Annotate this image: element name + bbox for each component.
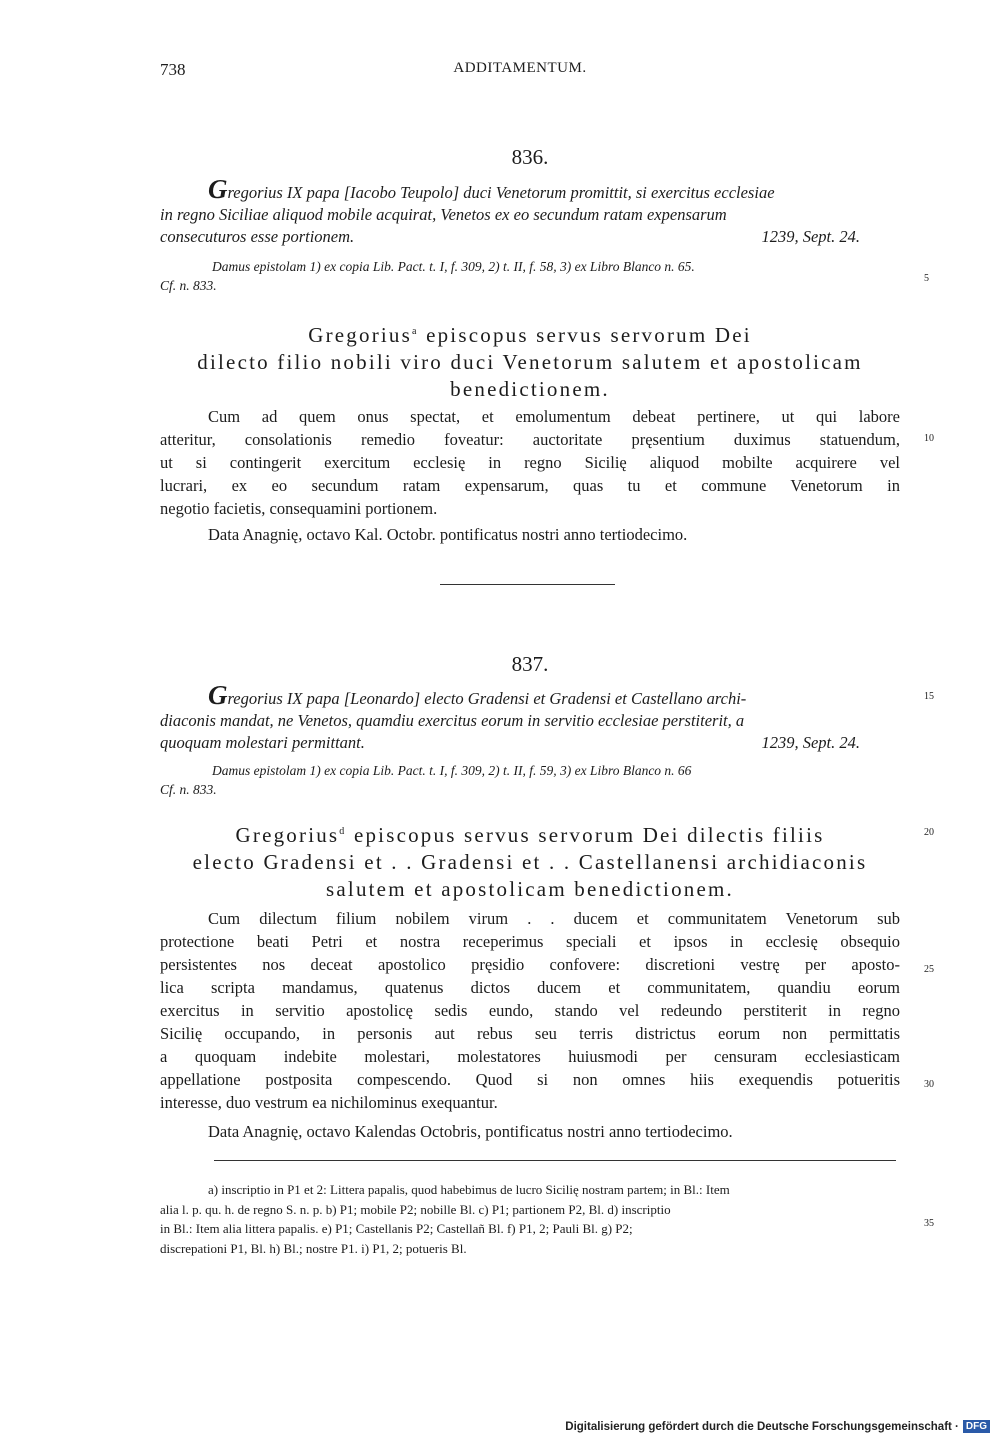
- regest-line: regorius IX papa [Leonardo] electo Gradensi et Gradensi et Castellano archi-: [227, 689, 747, 708]
- line-number: 10: [924, 433, 934, 444]
- line-number: 15: [924, 691, 934, 702]
- line-number: 35: [924, 1218, 934, 1229]
- body-line: Cum ad quem onus spectat, et emolumentum debeat pertinere, ut qui labore: [208, 407, 900, 426]
- dfg-logo: DFG: [963, 1420, 990, 1433]
- footnote-rule: [214, 1160, 896, 1161]
- body-line: Sicilię occupando, in personis aut rebus seu terris districtus eorum non permittatis: [160, 1024, 900, 1043]
- body-line: lica scripta mandamus, quatenus dictos ducem et communitatem, quandiu eorum: [160, 978, 900, 997]
- running-title: ADDITAMENTUM.: [453, 60, 587, 76]
- regest-line: consecuturos esse portionem.: [160, 227, 355, 246]
- regest-initial: G: [208, 174, 228, 204]
- letter-heading-836: [160, 318, 900, 403]
- source-line: Cf. n. 833.: [160, 278, 217, 293]
- regest-line: in regno Siciliae aliquod mobile acquirat, Venetos ex eo secundum ratam expensarum: [160, 205, 727, 224]
- body-line: exercitus in servitio apostolicę sedis eundo, stando vel redeundo perstiterit in regno: [160, 1001, 900, 1020]
- heading-line: episcopus servus servorum Dei dilectis filiis: [353, 823, 825, 847]
- line-number: 5: [924, 273, 929, 284]
- document-number-836: 836.: [511, 145, 549, 169]
- body-line: persistentes nos deceat apostolico pręsidio confovere: discretioni vestrę per aposto-: [160, 955, 900, 974]
- body-line: negotio facietis, consequamini portionem.: [160, 499, 438, 518]
- heading-line: Gregorius$^a$ episcopus servus servorum Dei: [308, 323, 752, 347]
- footnote-line: a) inscriptio in P1 et 2: Littera papalis, quod habebimus de lucro Sicilię nostram partem; in Bl.: Item: [208, 1182, 730, 1197]
- heading-line: salutem et apostolicam benedictionem.: [326, 877, 734, 901]
- data-line-837: Data Anagnię, octavo Kalendas Octobris, pontificatus nostri anno tertiodecimo.: [208, 1122, 733, 1141]
- body-line: lucrari, ex eo secundum ratam expensarum, quas tu et commune Venetorum in: [160, 476, 900, 495]
- separator-rule: [440, 584, 615, 585]
- regest-837: [160, 680, 900, 754]
- letter-body-836: [160, 405, 900, 520]
- body-line: protectione beati Petri et nostra receperimus speciali et ipsos in ecclesię obsequio: [160, 932, 900, 951]
- footnote-line: in Bl.: Item alia littera papalis. e) P1; Castellanis P2; Castellañ Bl. f) P1, 2; Pauli Bl. g) P2;: [160, 1221, 633, 1236]
- letter-heading-837: Gregorius$^d$ episcopus servus servorum Dei dilectis filiis electo Gradensi et . . Gradensi et . . Castellanensi archidiaconis salutem et apostolicam benedictionem.: [160, 818, 900, 903]
- line-number: 30: [924, 1079, 934, 1090]
- letter-body-837: [160, 907, 900, 1114]
- regest-date: 1239, Sept. 24.: [761, 733, 860, 752]
- funding-text: Digitalisierung gefördert durch die Deutsche Forschungsgemeinschaft ·: [565, 1420, 959, 1433]
- regest-initial: G: [208, 680, 228, 710]
- heading-line: benedictionem.: [450, 377, 610, 401]
- body-line: Cum dilectum filium nobilem virum . . ducem et communitatem Venetorum sub: [208, 909, 900, 928]
- line-number: 20: [924, 827, 934, 838]
- body-line: a quoquam indebite molestari, molestatores huiusmodi per censuram ecclesiasticam: [160, 1047, 900, 1066]
- data-line-836: Data Anagnię, octavo Kal. Octobr. pontificatus nostri anno tertiodecimo.: [208, 525, 688, 544]
- footnotes: [160, 1180, 900, 1258]
- source-note-837: [160, 761, 900, 799]
- source-note-836: [160, 257, 900, 295]
- source-line: Damus epistolam 1) ex copia Lib. Pact. t. I, f. 309, 2) t. II, f. 59, 3) ex Libro Blanco n. 66: [212, 763, 692, 778]
- body-line: atteritur, consolationis remedio foveatur: auctoritate pręsentium duximus statuendum,: [160, 430, 900, 449]
- line-number: 25: [924, 964, 934, 975]
- regest-836: [160, 174, 900, 248]
- funding-footer: [565, 1420, 990, 1433]
- regest-line: regorius IX papa [Iacobo Teupolo] duci Venetorum promittit, si exercitus ecclesiae: [227, 183, 775, 202]
- source-line: Damus epistolam 1) ex copia Lib. Pact. t. I, f. 309, 2) t. II, f. 58, 3) ex Libro Blanco n. 65.: [212, 259, 695, 274]
- heading-line: dilecto filio nobili viro duci Venetorum salutem et apostolicam: [197, 350, 863, 374]
- footnote-line: discrepationi P1, Bl. h) Bl.; nostre P1. i) P1, 2; potueris Bl.: [160, 1240, 467, 1256]
- regest-line: quoquam molestari permittant.: [160, 733, 365, 752]
- heading-line: electo Gradensi et . . Gradensi et . . Castellanensi archidiaconis: [192, 850, 868, 874]
- document-number-837: 837.: [511, 652, 549, 676]
- regest-line: diaconis mandat, ne Venetos, quamdiu exercitus eorum in servitio ecclesiae perstiterit, a: [160, 711, 745, 730]
- regest-date: 1239, Sept. 24.: [761, 227, 860, 246]
- body-line: appellatione postposita compescendo. Quod si non omnes hiis exequendis potueritis: [160, 1070, 900, 1089]
- source-line: Cf. n. 833.: [160, 782, 217, 797]
- body-line: ut si contingerit exercitum ecclesię in regno Sicilię aliquod mobilte acquirere vel: [160, 453, 900, 472]
- footnote-line: alia l. p. qu. h. de regno S. n. p. b) P1; mobile P2; nobille Bl. c) P1; partionem P2, Bl. d) inscriptio: [160, 1201, 671, 1217]
- body-line: interesse, duo vestrum ea nichilominus exequantur.: [160, 1093, 498, 1112]
- page-number: 738: [160, 60, 186, 79]
